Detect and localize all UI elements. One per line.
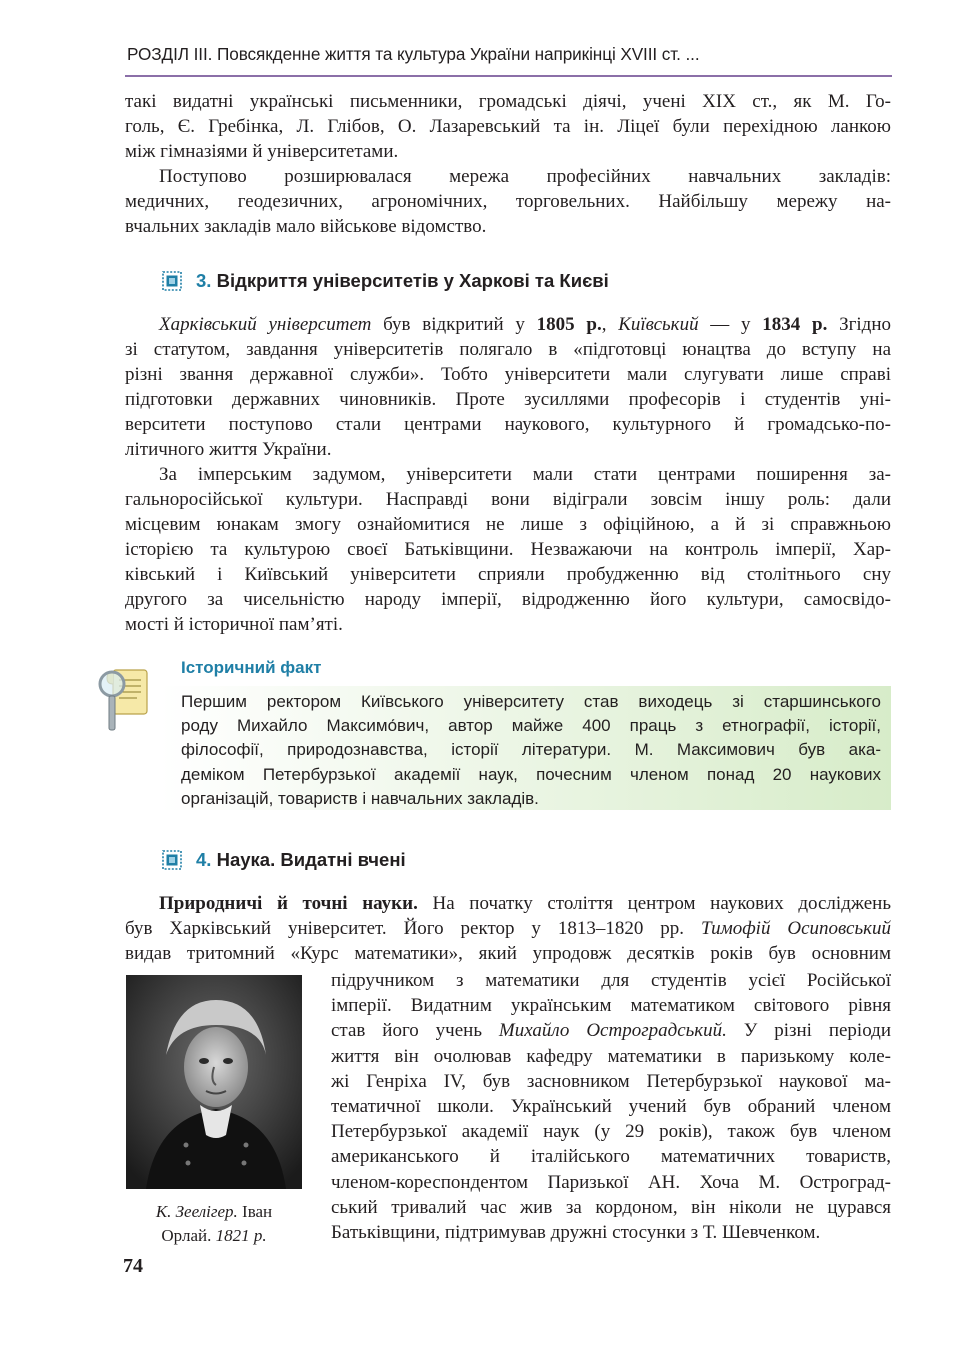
text-line: вчальних закладів мало військове відомство.	[125, 216, 487, 237]
text-run: ,	[601, 314, 619, 335]
text-line: медичних, геодезичних, агрономічних, торговельних. Найбільшу мережу на-	[125, 191, 891, 212]
bold-date: 1834 р.	[762, 314, 828, 335]
text-line: другого за чисельністю народу імперії, відродженню його культури, самосвідо-	[125, 589, 891, 610]
text-run: Згідно	[827, 314, 891, 335]
text-line: імперії. Видатним українським математиком світового рівня	[331, 995, 891, 1017]
fact-text	[181, 690, 881, 811]
italic-name: Михайло Остроградський.	[498, 1020, 727, 1042]
intro-paragraph-1	[125, 89, 891, 164]
section-title: Наука. Видатні вчені	[216, 849, 406, 870]
text-line: Першим ректором Київського університету став виходець зі старшинського	[181, 692, 881, 711]
caption-text: Іван	[237, 1202, 273, 1221]
portrait-drawing	[126, 975, 302, 1189]
text-run: На початку століття центром наукових досліджень	[417, 893, 891, 914]
text-line: життя він очолював кафедру математики в паризькому коле-	[331, 1045, 891, 1067]
section-4-wrapped-text	[331, 968, 891, 1245]
text-line: ський тривалий час жив за кордоном, він ніколи не цурався	[331, 1196, 891, 1218]
text-line: жі Генріха IV, був засновником Петербурзької наукової ма-	[331, 1070, 891, 1092]
text-line: верситети поступово стали центрами наукового, культурного й громадсько-по-	[125, 414, 891, 435]
text-line: американського й італійського математичних товариств,	[331, 1146, 891, 1168]
text-line: Поступово розширювалася мережа професійних навчальних закладів:	[159, 166, 891, 187]
text-line: ківський і Київський університети сприяли пробудженню від столітнього сну	[125, 564, 891, 585]
header-divider	[125, 75, 892, 77]
chip-icon	[162, 850, 182, 870]
text-line: історією та культурою своєї Батьківщини. Незважаючи на контроль імперії, Хар-	[125, 539, 891, 560]
page-number: 74	[123, 1255, 143, 1277]
italic-term: Харківський університет	[159, 314, 372, 335]
bold-lead: Природничі й точні науки.	[159, 893, 418, 914]
bold-date: 1805 р.	[536, 314, 602, 335]
portrait-image	[126, 975, 302, 1189]
running-header: РОЗДІЛ ІІІ. Повсякденне життя та культура України наприкінці XVIII ст. ...	[127, 44, 700, 64]
text-line	[125, 312, 891, 337]
caption-line	[126, 1224, 302, 1248]
section-title: Відкриття університетів у Харкові та Києві	[216, 270, 609, 291]
text-line: підручником з математики для студентів усієї Російської	[331, 970, 891, 991]
text-line: різні звання державної служби». Тобто університети мали слугувати лише справі	[125, 364, 891, 385]
section-3-heading	[162, 270, 609, 294]
section-3-paragraph-2	[125, 462, 891, 637]
text-line: місцевим юнакам змогу ознайомитися не лише з офіційною, а й зі справжньою	[125, 514, 891, 535]
magnifier-scroll-icon	[95, 662, 155, 734]
caption-year: 1821 р.	[215, 1226, 267, 1245]
text-run: — у	[698, 314, 763, 335]
chip-icon	[162, 271, 182, 291]
section-3-paragraph-1	[125, 312, 891, 462]
text-run: став його учень	[331, 1020, 499, 1042]
fact-title: Історичний факт	[181, 658, 322, 677]
text-line	[125, 916, 891, 941]
portrait-caption	[126, 1200, 302, 1248]
text-line: членом-кореспондентом Паризької АН. Хоча М. Остроград-	[331, 1171, 891, 1193]
text-line: гальноросійської культури. Насправді вони відіграли зовсім іншу роль: дали	[125, 489, 891, 510]
text-line: тематичної школи. Український учений був обраний членом	[331, 1096, 891, 1118]
section-4-paragraph-1	[125, 891, 891, 966]
section-number: 3.	[196, 270, 212, 291]
text-line	[331, 1018, 891, 1043]
text-line: мості й історичної пам’яті.	[125, 614, 343, 635]
intro-paragraph-2	[125, 164, 891, 239]
text-line: деміком Петербурзької академії наук, почесним членом понад 20 наукових	[181, 764, 881, 784]
section-4-heading	[162, 849, 406, 873]
text-line: літичного життя України.	[125, 439, 332, 460]
text-line: За імперським задумом, університети мали стати центрами поширення за-	[159, 464, 891, 485]
text-line: видав тритомний «Курс математики», який упродовж десятків років був основним	[125, 943, 891, 964]
text-line: Петербурзької академії наук (у 29 років), також був членом	[331, 1121, 891, 1143]
italic-name: Тимофій Осиповський	[700, 918, 891, 939]
text-line: зі статутом, завдання університетів полягало в «підготовці юнацтва до вступу на	[125, 339, 891, 360]
text-line: між гімназіями й університетами.	[125, 141, 399, 162]
text-run: У різні періоди	[726, 1020, 891, 1042]
caption-text: Орлай.	[161, 1226, 216, 1245]
text-line	[125, 891, 891, 916]
text-line: такі видатні українські письменники, громадські діячі, учені XIX ст., як М. Го-	[125, 91, 891, 112]
section-number: 4.	[196, 849, 212, 870]
text-line: Батьківщини, підтримував дружні стосунки з Т. Шевченком.	[331, 1222, 821, 1244]
text-run: був Харківський університет. Його ректор у 1813–1820 рр.	[125, 918, 701, 939]
caption-artist: К. Зеелігер.	[155, 1202, 238, 1221]
text-line: організацій, товариств і навчальних закладів.	[181, 788, 539, 808]
caption-line	[126, 1200, 302, 1224]
italic-term: Київський	[618, 314, 699, 335]
text-line: філософії, природознавства, історії літератури. М. Максимович був ака-	[181, 740, 881, 760]
text-run: був відкритий у	[371, 314, 537, 335]
text-line: роду Михайло Максимо́вич, автор майже 400 праць з етнографії, історії,	[181, 716, 881, 736]
text-line: голь, Є. Гребінка, Л. Глібов, О. Лазаревський та ін. Ліцеї були перехідною ланкою	[125, 116, 891, 137]
text-line: підготовки державних чиновників. Проте зусиллями професорів і студентів уні-	[125, 389, 891, 410]
